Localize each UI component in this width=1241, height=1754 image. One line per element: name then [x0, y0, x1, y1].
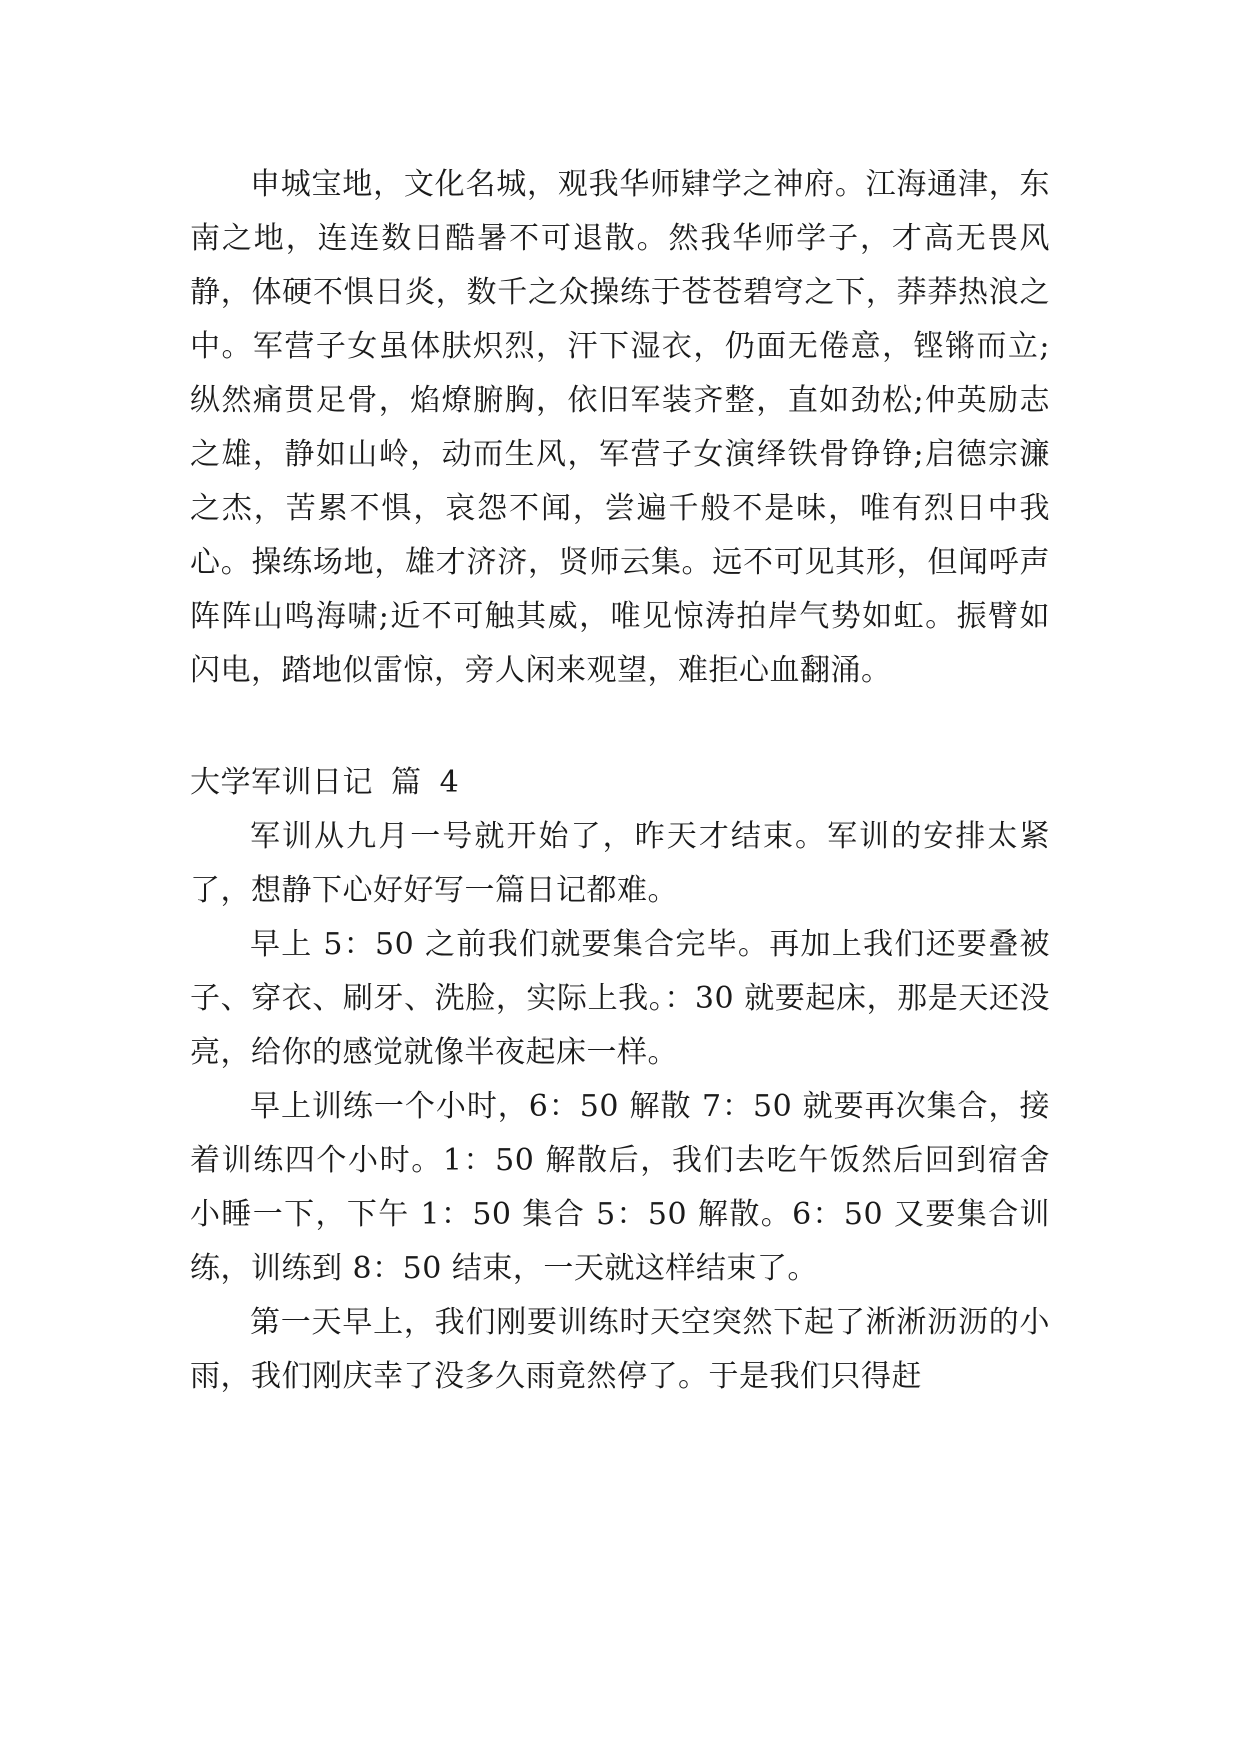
paragraph-2: 早上 5：50 之前我们就要集合完毕。再加上我们还要叠被子、穿衣、刷牙、洗脸，实际上我。：30 就要起床，那是天还没亮，给你的感觉就像半夜起床一样。 — [190, 927, 1050, 1070]
paragraph-3: 早上训练一个小时，6：50 解散 7：50 就要再次集合，接着训练四个小时。1：50 解散后，我们去吃午饭然后回到宿舍小睡一下，下午 1：50 集合 5：50 解散。6：50 又要集合训练，训练到 8：50 结束，一天就这样结束了。 — [190, 1089, 1050, 1286]
section-title: 大学军训日记 篇 4 — [190, 765, 460, 800]
paragraph-intro: 申城宝地，文化名城，观我华师肄学之神府。江海通津，东南之地，连连数日酷暑不可退散。然我华师学子，才高无畏风静，体硬不惧日炎，数千之众操练于苍苍碧穹之下，莽莽热浪之中。军营子女虽体肤炽烈，汗下湿衣，仍面无倦意，铿锵而立;纵然痛贯足骨，焰燎腑胸，依旧军装齐整，直如劲松;仲英励志之雄，静如山岭，动而生风，军营子女演绎铁骨铮铮;启德宗濂之杰，苦累不惧，哀怨不闻，尝遍千般不是味，唯有烈日中我心。操练场地，雄才济济，贤师云集。远不可见其形，但闻呼声阵阵山鸣海啸;近不可触其威，唯见惊涛拍岸气势如虹。振臂如闪电，踏地似雷惊，旁人闲来观望，难拒心血翻涌。 — [190, 167, 1050, 688]
document-body — [190, 158, 1050, 1404]
paragraph-4: 第一天早上，我们刚要训练时天空突然下起了淅淅沥沥的小雨，我们刚庆幸了没多久雨竟然停了。于是我们只得赶 — [190, 1305, 1050, 1394]
paragraph-1: 军训从九月一号就开始了，昨天才结束。军训的安排太紧了，想静下心好好写一篇日记都难。 — [190, 819, 1050, 908]
